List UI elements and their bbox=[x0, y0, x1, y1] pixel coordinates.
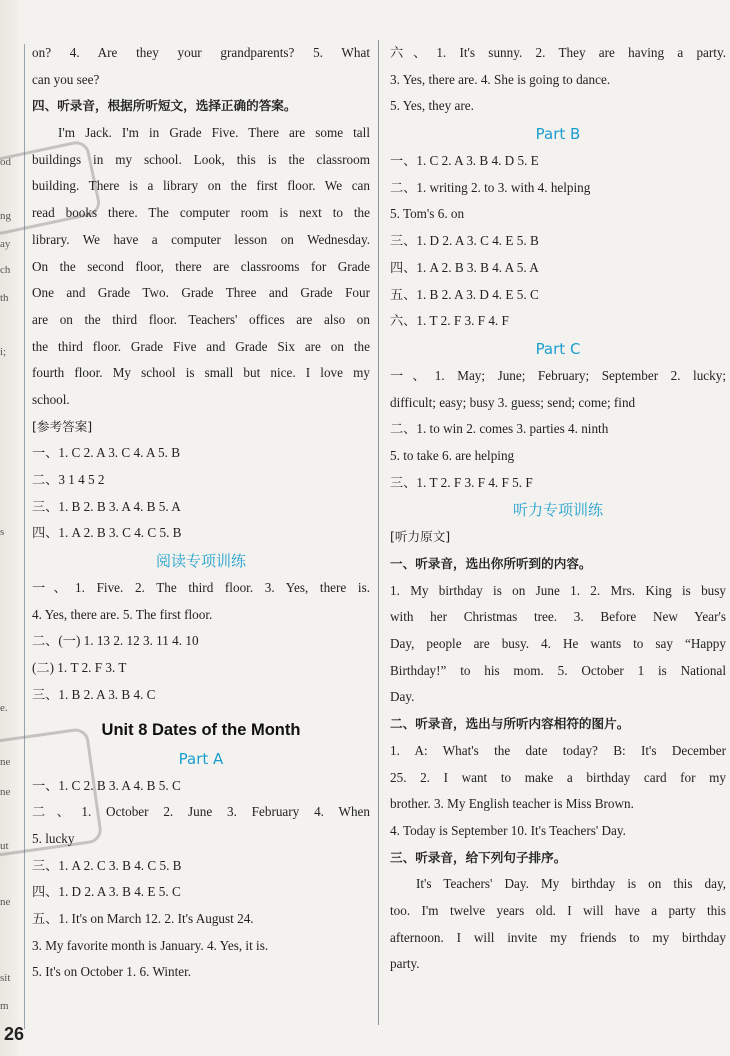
passage-line: the third floor. Grade Five and Grade Six are on the bbox=[32, 338, 370, 354]
answer-line: (二) 1. T 2. F 3. T bbox=[32, 660, 127, 676]
edge-fragment: ng bbox=[0, 210, 11, 222]
answer-line: 四、1. A 2. B 3. B 4. A 5. A bbox=[390, 259, 539, 275]
answer-line: 3. My favorite month is January. 4. Yes, it is. bbox=[32, 937, 269, 953]
answers-label: [参考答案] bbox=[32, 418, 93, 434]
edge-fragment: ne bbox=[0, 786, 11, 798]
answer-line: 4. Yes, there are. 5. The first floor. bbox=[32, 606, 213, 622]
passage-line: One and Grade Two. Grade Three and Grade Four bbox=[32, 285, 370, 301]
script-line: It's Teachers' Day. My birthday is on this day, bbox=[416, 876, 726, 892]
answer-line: 一、1. C 2. A 3. C 4. A 5. B bbox=[32, 445, 181, 461]
answer-line: 3. Yes, there are. 4. She is going to dance. bbox=[390, 71, 611, 87]
section-heading: 一、听录音，选出你所听到的内容。 bbox=[390, 556, 592, 571]
answer-line: 三、1. A 2. C 3. B 4. C 5. B bbox=[32, 857, 182, 873]
text-line: can you see? bbox=[32, 71, 100, 87]
column-divider bbox=[378, 40, 379, 1025]
script-label: [听力原文] bbox=[390, 529, 451, 545]
edge-fragment: sit bbox=[0, 972, 11, 984]
answer-line: 5. Yes, they are. bbox=[390, 98, 474, 114]
part-b-heading: Part B bbox=[535, 125, 581, 144]
passage-line: are on the third floor. Teachers' offices are also on bbox=[32, 311, 370, 327]
listening-passage bbox=[32, 120, 370, 414]
script-line: party. bbox=[390, 956, 420, 972]
section-heading: 二、听录音，选出与所听内容相符的图片。 bbox=[390, 716, 630, 732]
answer-line: 三、1. B 2. B 3. A 4. B 5. A bbox=[32, 498, 181, 514]
passage-line: school. bbox=[32, 391, 70, 407]
answer-line: 二、1. writing 2. to 3. with 4. helping bbox=[390, 179, 591, 195]
answer-line: 一、1. C 2. A 3. B 4. D 5. E bbox=[390, 153, 539, 169]
part-a-heading: Part A bbox=[178, 749, 224, 768]
section-heading: 四、听录音，根据所听短文，选择正确的答案。 bbox=[32, 98, 297, 114]
answer-line: 三、1. B 2. A 3. B 4. C bbox=[32, 686, 156, 702]
edge-fragment: ay bbox=[0, 238, 11, 250]
answer-line: 一、1. May; June; February; September 2. lucky; bbox=[390, 367, 726, 383]
listening-section-title: 听力专项训练 bbox=[512, 501, 603, 520]
edge-fragment: od bbox=[0, 156, 11, 168]
passage-line: buildings in my school. Look, this is the classroom bbox=[32, 151, 370, 167]
script-line: Day, people are busy. 4. He wants to say “Happy bbox=[390, 636, 726, 652]
passage-line: read books there. The computer room is next to the bbox=[32, 205, 370, 221]
page-number: 26 bbox=[4, 1024, 25, 1044]
answer-line: 5. Tom's 6. on bbox=[390, 206, 465, 222]
section-heading: 三、听录音，给下列句子排序。 bbox=[390, 849, 567, 865]
answer-line: 三、1. D 2. A 3. C 4. E 5. B bbox=[390, 233, 539, 249]
script-line: too. I'm twelve years old. I will have a party this bbox=[390, 902, 726, 918]
answer-line: 5. to take 6. are helping bbox=[390, 447, 515, 463]
edge-fragment: m bbox=[0, 1000, 9, 1012]
answer-line: 二、3 1 4 5 2 bbox=[32, 472, 105, 487]
unit-title: Unit 8 Dates of the Month bbox=[101, 720, 301, 739]
script-line: 25. 2. I want to make a birthday card for my bbox=[390, 769, 726, 785]
answer-line: 一、1. C 2. B 3. A 4. B 5. C bbox=[32, 777, 181, 793]
reading-section-title: 阅读专项训练 bbox=[155, 552, 246, 571]
edge-fragment: e. bbox=[0, 702, 8, 714]
answer-line: 六、1. It's sunny. 2. They are having a party. bbox=[390, 45, 726, 60]
answer-line: 四、1. A 2. B 3. C 4. C 5. B bbox=[32, 525, 182, 541]
script-line: Day. bbox=[390, 689, 415, 705]
answer-line: 二、(一) 1. 13 2. 12 3. 11 4. 10 bbox=[32, 633, 199, 649]
script-line: 4. Today is September 10. It's Teachers' Day. bbox=[390, 822, 626, 838]
answer-line: 一、1. Five. 2. The third floor. 3. Yes, there is. bbox=[32, 580, 370, 596]
edge-fragment: th bbox=[0, 292, 9, 304]
passage-line: On the second floor, there are classrooms for Grade bbox=[32, 258, 370, 274]
answer-line: 5. It's on October 1. 6. Winter. bbox=[32, 964, 192, 980]
passage-line: building. There is a library on the first floor. We can bbox=[32, 178, 370, 194]
script-line: with her Christmas tree. 3. Before New Year's bbox=[390, 609, 726, 625]
answer-line: 5. lucky bbox=[32, 830, 75, 846]
left-column bbox=[32, 40, 370, 986]
text-line: on? 4. Are they your grandparents? 5. What bbox=[32, 45, 370, 60]
edge-fragment: ne bbox=[0, 896, 11, 908]
answer-line: 四、1. D 2. A 3. B 4. E 5. C bbox=[32, 884, 181, 900]
answer-line: 五、1. It's on March 12. 2. It's August 24. bbox=[32, 910, 254, 926]
answer-line: 五、1. B 2. A 3. D 4. E 5. C bbox=[390, 286, 539, 302]
right-column bbox=[390, 40, 726, 978]
script-line: 1. A: What's the date today? B: It's December bbox=[390, 742, 726, 758]
edge-fragment: i; bbox=[0, 346, 7, 358]
answer-line: 六、1. T 2. F 3. F 4. F bbox=[390, 313, 509, 329]
answer-line: 二、1. October 2. June 3. February 4. When bbox=[32, 804, 370, 820]
script-line: Birthday!” to his mom. 5. October 1 is National bbox=[390, 662, 726, 678]
script-line: 1. My birthday is on June 1. 2. Mrs. King is busy bbox=[390, 582, 726, 598]
script-line: afternoon. I will invite my friends to my birthday bbox=[390, 929, 726, 945]
passage-line: I'm Jack. I'm in Grade Five. There are some tall bbox=[58, 125, 370, 141]
passage-line: library. We have a computer lesson on Wednesday. bbox=[32, 231, 370, 247]
answer-line: 二、1. to win 2. comes 3. parties 4. ninth bbox=[390, 421, 609, 437]
passage-line: fourth floor. My school is small but nice. I love my bbox=[32, 365, 370, 381]
edge-fragment: ut bbox=[0, 840, 9, 852]
script-line: brother. 3. My English teacher is Miss Brown. bbox=[390, 796, 634, 812]
answer-line: difficult; easy; busy 3. guess; send; come; find bbox=[390, 394, 636, 410]
edge-fragment: ch bbox=[0, 264, 11, 276]
edge-fragment: ne bbox=[0, 756, 11, 768]
part-c-heading: Part C bbox=[535, 339, 581, 358]
answer-line: 三、1. T 2. F 3. F 4. F 5. F bbox=[390, 474, 533, 490]
edge-fragment: s bbox=[0, 526, 5, 538]
